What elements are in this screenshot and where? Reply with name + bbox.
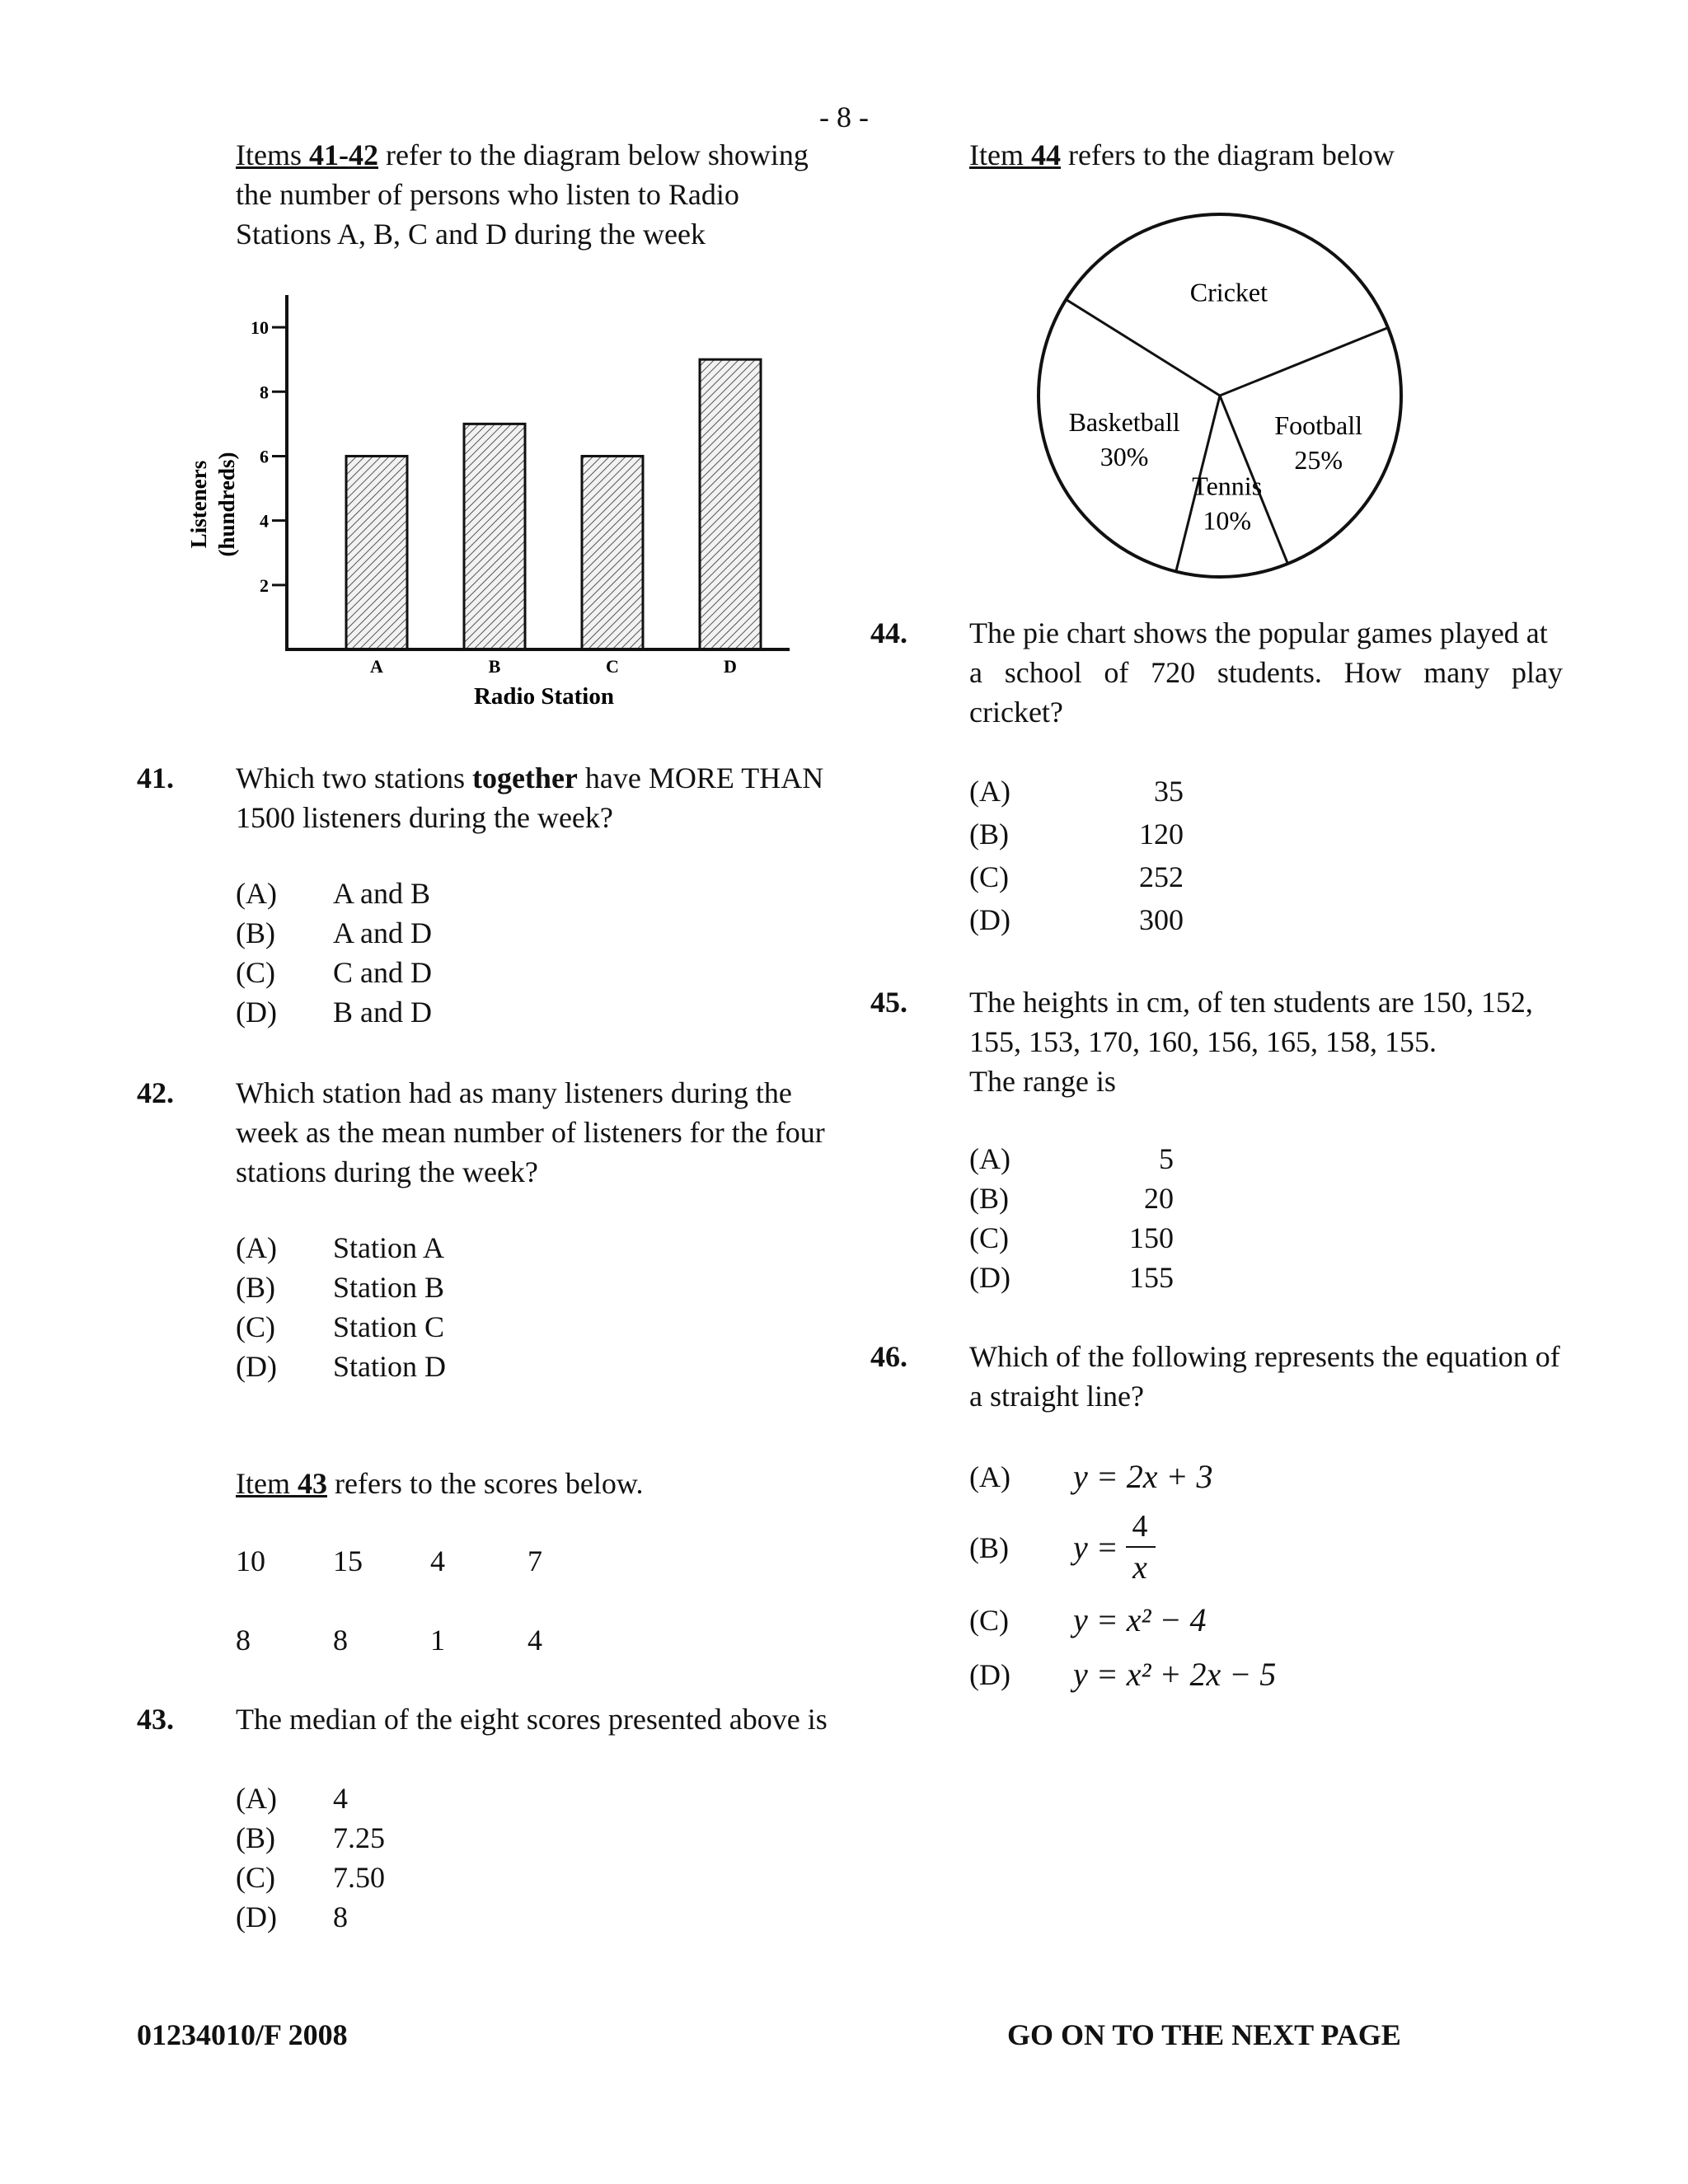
- x-tick-label: B: [488, 656, 501, 677]
- intro-43-prefix: Item: [236, 1467, 298, 1500]
- y-axis-label-line2: (hundreds): [214, 452, 239, 557]
- q44-line2: a school of 720 students. How many play: [969, 656, 1563, 689]
- q41-option-d[interactable]: [236, 992, 565, 1032]
- option-value: A and D: [333, 916, 432, 949]
- option-value: 300: [1139, 903, 1184, 936]
- option-label: (B): [236, 1271, 275, 1304]
- option-value: Station B: [333, 1271, 445, 1304]
- x-axis-label: Radio Station: [473, 683, 615, 710]
- bar-a: [346, 456, 407, 649]
- q41-option-b[interactable]: [236, 913, 565, 953]
- intro-43-item: 43: [297, 1467, 327, 1500]
- scores-row-1: [236, 1541, 648, 1581]
- scores-row-2: [236, 1620, 648, 1660]
- y-tick-label: 6: [260, 446, 269, 467]
- q44-number: 44.: [870, 616, 907, 649]
- option-label: (A): [236, 877, 277, 910]
- q41-text: [236, 758, 846, 837]
- option-equation: y = x² − 4: [1073, 1601, 1207, 1638]
- q44-option-c[interactable]: [969, 857, 1217, 900]
- q45-line3: The range is: [969, 1065, 1116, 1098]
- option-label: (B): [969, 818, 1009, 851]
- q41-number: 41.: [137, 762, 174, 794]
- q41-text-post: have MORE THAN: [577, 762, 824, 794]
- intro-41-42-items: 41-42: [308, 138, 378, 171]
- q45-option-a[interactable]: [969, 1139, 1217, 1179]
- intro-item-43: [236, 1464, 846, 1503]
- y-tick-label: 10: [251, 317, 269, 339]
- fraction-numerator: 4: [1132, 1509, 1148, 1544]
- q43-text: The median of the eight scores presented above is: [236, 1703, 828, 1736]
- pie-label-football: Football: [1274, 410, 1363, 440]
- option-label: (D): [969, 1261, 1010, 1294]
- option-value: 8: [333, 1900, 348, 1933]
- q41-option-c[interactable]: [236, 953, 565, 992]
- y-tick-label: 2: [260, 574, 269, 596]
- q41-option-a[interactable]: [236, 874, 565, 913]
- q44-text: [969, 613, 1563, 732]
- option-label: (D): [236, 1350, 277, 1383]
- option-value: C and D: [333, 956, 432, 989]
- pie-value-tennis: 10%: [1203, 505, 1252, 536]
- q43-option-c[interactable]: [236, 1858, 565, 1897]
- option-label: (B): [969, 1182, 1009, 1215]
- option-value: Station A: [333, 1231, 445, 1264]
- y-tick-label: 8: [260, 382, 269, 403]
- option-label: (A): [969, 1142, 1010, 1175]
- q46-text: [969, 1337, 1563, 1416]
- q46-option-c[interactable]: [969, 1601, 1381, 1643]
- q45-option-b[interactable]: [969, 1179, 1217, 1218]
- option-label: (C): [969, 1221, 1009, 1254]
- q43-option-b[interactable]: [236, 1818, 565, 1858]
- option-value: 155: [1129, 1261, 1174, 1294]
- q44-line3: cricket?: [969, 696, 1063, 729]
- option-value: 150: [1129, 1221, 1174, 1254]
- pie-chart: [1030, 206, 1409, 585]
- x-tick-label: D: [724, 656, 737, 677]
- option-label: (C): [969, 1604, 1009, 1637]
- option-label: (D): [236, 996, 277, 1029]
- q41-text-pre: Which two stations: [236, 762, 472, 794]
- option-value: A and B: [333, 877, 431, 910]
- y-axis-label-line1: Listeners: [186, 460, 211, 549]
- pie-value-basketball: 30%: [1100, 441, 1149, 471]
- q42-line3: stations during the week?: [236, 1155, 538, 1188]
- option-label: (A): [969, 775, 1010, 808]
- option-label: (D): [969, 1658, 1010, 1691]
- q41-text-bold: together: [471, 762, 578, 794]
- score: 8: [333, 1624, 348, 1657]
- q45-text: [969, 982, 1563, 1101]
- q44-option-d[interactable]: [969, 900, 1217, 943]
- y-tick-label: 4: [260, 510, 269, 532]
- x-tick-label: C: [606, 656, 619, 677]
- q45-line1: The heights in cm, of ten students are 150, 152,: [969, 986, 1533, 1019]
- q45-line2: 155, 153, 170, 160, 156, 165, 158, 155.: [969, 1025, 1437, 1058]
- footer-code: 01234010/F 2008: [137, 2018, 348, 2051]
- intro-43-rest: refers to the scores below.: [326, 1467, 644, 1500]
- q43-option-a[interactable]: [236, 1779, 565, 1818]
- q41-text-line2: 1500 listeners during the week?: [236, 801, 613, 834]
- pie-value-football: 25%: [1294, 444, 1343, 475]
- intro-44-rest: refers to the diagram below: [1060, 138, 1395, 171]
- q42-option-a[interactable]: [236, 1228, 565, 1268]
- option-value: B and D: [333, 996, 432, 1029]
- option-label: (C): [236, 1861, 275, 1894]
- pie-label-tennis: Tennis: [1192, 471, 1263, 501]
- option-label: (B): [236, 916, 275, 949]
- option-label: (B): [969, 1531, 1009, 1564]
- intro-41-42-prefix: Items: [236, 138, 309, 171]
- score: 15: [333, 1544, 363, 1577]
- option-label: (A): [236, 1231, 277, 1264]
- q46-option-a[interactable]: [969, 1457, 1381, 1500]
- q43-number: 43.: [137, 1703, 174, 1736]
- score: 4: [430, 1544, 445, 1577]
- q45-option-d[interactable]: [969, 1258, 1217, 1297]
- q46-number: 46.: [870, 1340, 907, 1373]
- q46-line2: a straight line?: [969, 1380, 1144, 1413]
- bar-d: [700, 359, 761, 649]
- q44-option-b[interactable]: [969, 814, 1217, 857]
- option-value: Station C: [333, 1310, 445, 1343]
- q42-number: 42.: [137, 1076, 174, 1109]
- option-equation-lhs: y =: [1073, 1529, 1118, 1566]
- option-value: 35: [1154, 775, 1184, 808]
- q44-option-a[interactable]: [969, 771, 1217, 814]
- option-label: (C): [236, 956, 275, 989]
- score: 8: [236, 1624, 251, 1657]
- intro-44-item: 44: [1030, 138, 1061, 171]
- option-value: 7.50: [333, 1861, 385, 1894]
- option-value: 120: [1139, 818, 1184, 851]
- score: 4: [528, 1624, 542, 1657]
- q42-text: [236, 1073, 832, 1192]
- x-tick-label: A: [370, 656, 383, 677]
- q44-line1: The pie chart shows the popular games played at: [969, 616, 1548, 649]
- intro-44-prefix: Item: [969, 138, 1031, 171]
- option-label: (A): [969, 1460, 1010, 1493]
- bar-b: [464, 424, 525, 649]
- intro-41-42-line2: the number of persons who listen to Radio: [236, 178, 739, 211]
- q42-option-c[interactable]: [236, 1307, 565, 1347]
- fraction-bar: [1126, 1546, 1156, 1548]
- option-value: 20: [1144, 1182, 1174, 1215]
- option-label: (C): [236, 1310, 275, 1343]
- option-value: 5: [1159, 1142, 1174, 1175]
- q42-line2: week as the mean number of listeners for the four: [236, 1116, 825, 1149]
- intro-item-44: [969, 135, 1579, 175]
- option-label: (A): [236, 1782, 277, 1815]
- score: 1: [430, 1624, 445, 1657]
- option-value: 252: [1139, 860, 1184, 893]
- q46-option-b[interactable]: [969, 1510, 1381, 1589]
- bar-c: [582, 456, 643, 649]
- score: 7: [528, 1544, 542, 1577]
- q45-number: 45.: [870, 986, 907, 1019]
- q45-option-c[interactable]: [969, 1218, 1217, 1258]
- score: 10: [236, 1544, 265, 1577]
- q42-option-b[interactable]: [236, 1268, 565, 1307]
- q46-option-d[interactable]: [969, 1655, 1381, 1698]
- bar-chart: [181, 280, 808, 725]
- option-value: 4: [333, 1782, 348, 1815]
- option-equation: y = 2x + 3: [1073, 1458, 1213, 1495]
- option-label: (B): [236, 1821, 275, 1854]
- footer-next-page: GO ON TO THE NEXT PAGE: [1007, 2018, 1401, 2051]
- pie-label-cricket: Cricket: [1189, 277, 1268, 307]
- intro-41-42-line1: refer to the diagram below showing: [377, 138, 809, 171]
- q43-option-d[interactable]: [236, 1897, 565, 1937]
- q42-line1: Which station had as many listeners during the: [236, 1076, 792, 1109]
- option-label: (D): [236, 1900, 277, 1933]
- pie-label-basketball: Basketball: [1068, 406, 1180, 437]
- option-label: (D): [969, 903, 1010, 936]
- page-number: - 8 -: [819, 101, 869, 134]
- intro-41-42-line3: Stations A, B, C and D during the week: [236, 218, 706, 251]
- q46-line1: Which of the following represents the equation of: [969, 1340, 1560, 1373]
- option-label: (C): [969, 860, 1009, 893]
- intro-items-41-42: [236, 135, 846, 254]
- option-equation: y = x² + 2x − 5: [1073, 1656, 1277, 1693]
- fraction-denominator: x: [1132, 1549, 1147, 1586]
- q42-option-d[interactable]: [236, 1347, 565, 1386]
- option-value: Station D: [333, 1350, 447, 1383]
- option-value: 7.25: [333, 1821, 385, 1854]
